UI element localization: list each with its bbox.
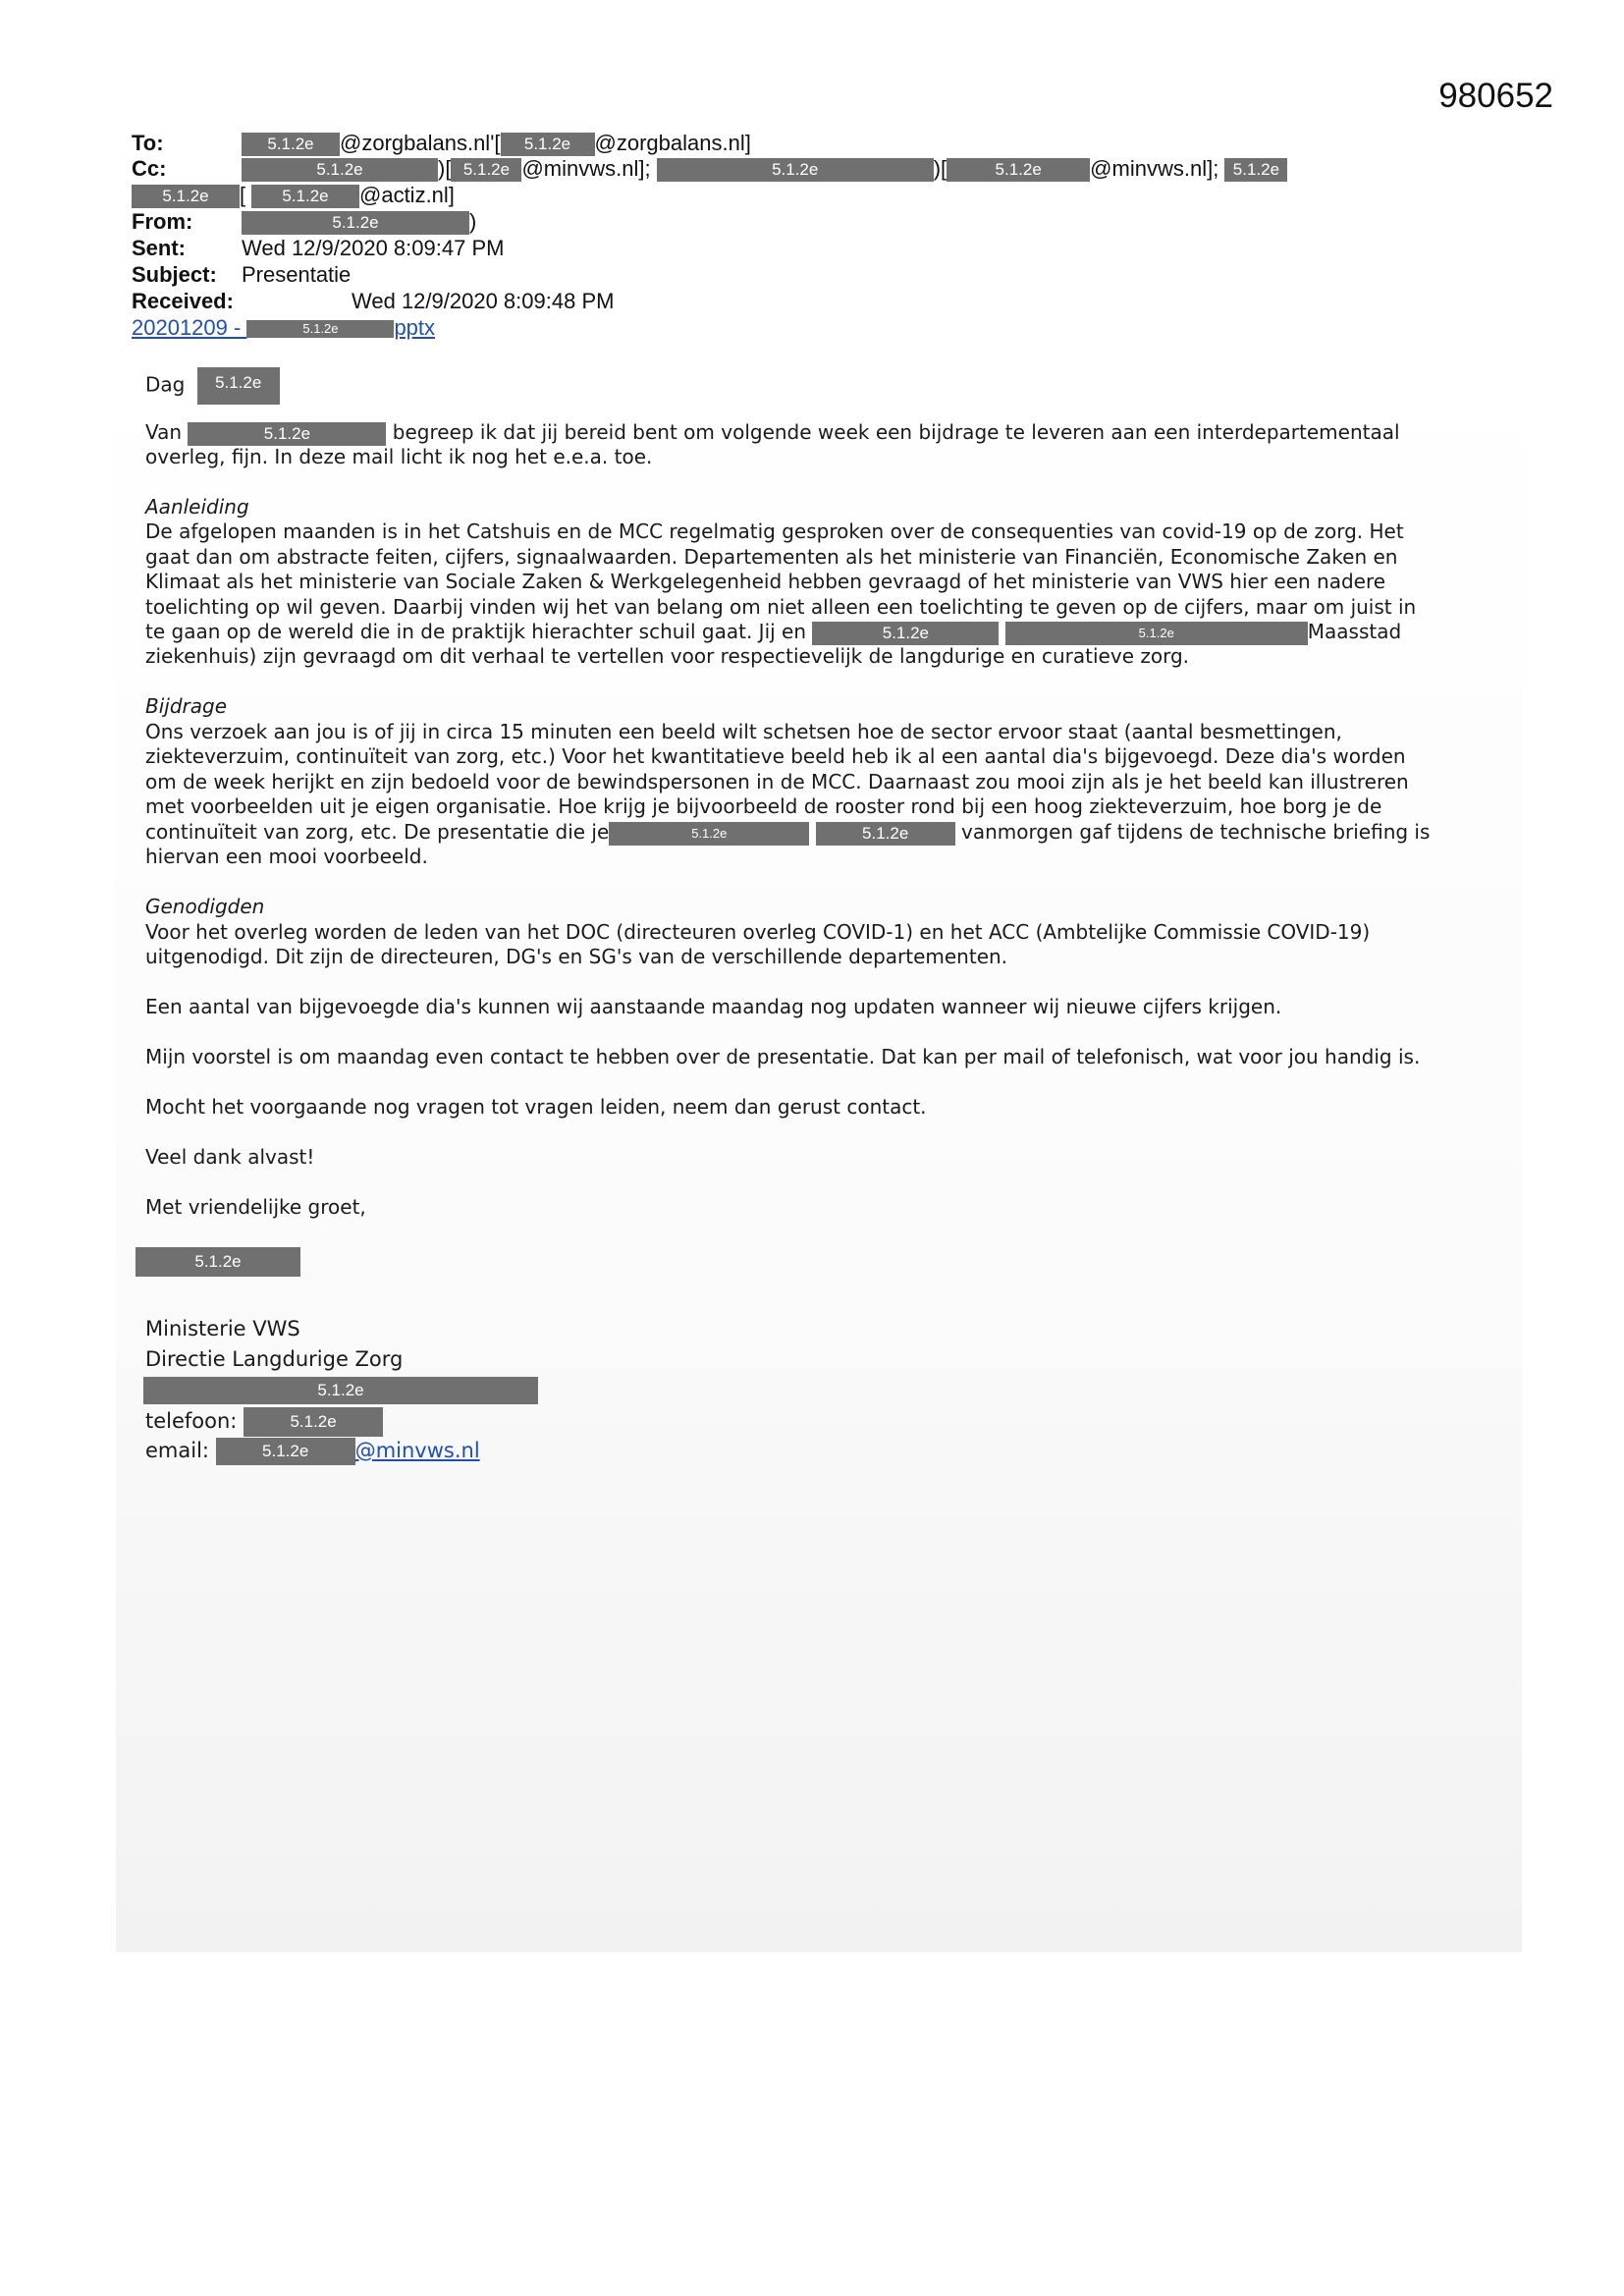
attachment-link[interactable] xyxy=(132,315,435,341)
sent-label: Sent: xyxy=(132,236,186,260)
subject-row xyxy=(132,262,351,288)
cc-domain-2: @minvws.nl]; xyxy=(1090,156,1219,181)
from-label: From: xyxy=(132,209,193,234)
redaction-box: 5.1.2e xyxy=(451,158,521,182)
intro-line-1 xyxy=(145,420,1400,446)
redaction-box: 5.1.2e xyxy=(242,158,438,182)
redaction-box: 5.1.2e xyxy=(132,185,240,208)
questions-paragraph: Mocht het voorgaande nog vragen tot vragen leiden, neem dan gerust contact. xyxy=(145,1095,927,1119)
cc-bracket: [ xyxy=(240,183,246,207)
proposal-paragraph: Mijn voorstel is om maandag even contact te hebben over de presentatie. Dat kan per mail of telefonisch, wat voor jou handig is. xyxy=(145,1045,1421,1068)
bijdrage-line: ziekteverzuim, continuïteit van zorg, etc.) Voor het kwantitatieve beeld heb ik al een aantal dia's bijgevoegd. Deze dia's worden xyxy=(145,744,1406,768)
aanleiding-line: De afgelopen maanden is in het Catshuis en de MCC regelmatig gesproken over de consequenties van covid-19 op de zorg. Het xyxy=(145,519,1404,543)
bijdrage-line: met voorbeelden uit je eigen organisatie. Hoe krijg je bijvoorbeeld de rooster rond bij een hoog ziekteverzuim, hoe borg je de xyxy=(145,794,1382,818)
genodigden-line: Voor het overleg worden de leden van het DOC (directeuren overleg COVID-1) en het ACC (Ambtelijke Commissie COVID-19) xyxy=(145,920,1371,944)
sent-row xyxy=(132,236,504,261)
bijdrage-text: continuïteit van zorg, etc. De presentatie die je xyxy=(145,820,610,844)
redaction-box: 5.1.2e xyxy=(657,158,934,182)
bijdrage-heading: Bijdrage xyxy=(145,694,228,718)
email-domain-link[interactable]: @minvws.nl xyxy=(354,1439,480,1462)
bijdrage-line xyxy=(145,820,1430,846)
to-row xyxy=(132,131,751,156)
to-label: To: xyxy=(132,131,164,155)
sent-value: Wed 12/9/2020 8:09:47 PM xyxy=(242,236,505,260)
cc-domain-3: @actiz.nl] xyxy=(359,183,455,207)
redaction-box: 5.1.2e xyxy=(135,1247,300,1277)
redaction-box: 5.1.2e xyxy=(143,1377,538,1404)
intro-text: Van xyxy=(145,420,183,444)
attachment-prefix: 20201209 - xyxy=(132,315,247,340)
aanleiding-line xyxy=(145,620,1401,645)
genodigden-line: uitgenodigd. Dit zijn de directeuren, DG's en SG's van de verschillende departementen. xyxy=(145,945,1008,968)
redaction-box: 5.1.2e xyxy=(816,822,955,846)
to-domain-2: @zorgbalans.nl] xyxy=(594,131,751,155)
aanleiding-line: gaat dan om abstracte feiten, cijfers, signaalwaarden. Departementen als het ministerie van Financiën, Economische Zaken en xyxy=(145,545,1398,569)
cc-label: Cc: xyxy=(132,156,167,181)
thanks-paragraph: Veel dank alvast! xyxy=(145,1145,315,1169)
subject-label: Subject: xyxy=(132,262,217,287)
redaction-box: 5.1.2e xyxy=(812,622,999,645)
closing-paragraph: Met vriendelijke groet, xyxy=(145,1195,366,1219)
from-row xyxy=(132,209,476,235)
bijdrage-line: hiervan een mooi voorbeeld. xyxy=(145,845,428,868)
from-close: ) xyxy=(469,209,477,234)
redaction-box: 5.1.2e xyxy=(242,211,469,235)
cc-domain: @minvws.nl]; xyxy=(521,156,651,181)
phone-label: telefoon: xyxy=(145,1409,238,1433)
aanleiding-line: toelichting op wil geven. Daarbij vinden wij het van belang om niet alleen een toelichting te geven op de cijfers, maar om juist in xyxy=(145,595,1417,619)
bijdrage-line: Ons verzoek aan jou is of jij in circa 15 minuten een beeld wilt schetsen hoe de sector ervoor staat (aantal besmettingen, xyxy=(145,720,1342,743)
aanleiding-line: Klimaat als het ministerie van Sociale Zaken & Werkgelegenheid hebben gevraagd of het ministerie van VWS hier een nadere xyxy=(145,570,1386,593)
bijdrage-line: om de week herijkt en zijn bedoeld voor de bewindspersonen in de MCC. Daarnaast zou mooi zijn als je het beeld kan illustreren xyxy=(145,770,1409,793)
aanleiding-line: ziekenhuis) zijn gevraagd om dit verhaal te vertellen voor respectievelijk de langdurige en curatieve zorg. xyxy=(145,644,1190,668)
redaction-box: 5.1.2e xyxy=(1224,158,1287,182)
cc-sep-2: )[ xyxy=(933,156,947,181)
to-domain: @zorgbalans.nl'[ xyxy=(340,131,501,155)
attachment-suffix: pptx xyxy=(394,315,436,340)
sender-name-redacted xyxy=(135,1247,300,1277)
redaction-box: 5.1.2e xyxy=(244,1407,383,1437)
cc-sep: )[ xyxy=(438,156,452,181)
genodigden-heading: Genodigden xyxy=(145,895,265,918)
intro-text: begreep ik dat jij bereid bent om volgende week een bijdrage te leveren aan een interdepartementaal xyxy=(392,420,1400,444)
redaction-box: 5.1.2e xyxy=(947,158,1090,182)
redaction-box: 5.1.2e xyxy=(242,133,340,156)
received-value: Wed 12/9/2020 8:09:48 PM xyxy=(352,289,615,313)
redaction-box: 5.1.2e xyxy=(188,422,386,446)
signature-email xyxy=(145,1438,480,1465)
aanleiding-text: Maasstad xyxy=(1307,620,1402,643)
aanleiding-text: te gaan op de wereld die in de praktijk hierachter schuil gaat. Jij en xyxy=(145,620,807,643)
cc-row xyxy=(132,156,1287,182)
bijdrage-text: vanmorgen gaf tijdens de technische briefing is xyxy=(961,820,1431,844)
redaction-box: 5.1.2e xyxy=(1005,622,1308,645)
redaction-box: 5.1.2e xyxy=(501,133,595,156)
signature-org: Ministerie VWS xyxy=(145,1317,300,1340)
update-paragraph: Een aantal van bijgevoegde dia's kunnen wij aanstaande maandag nog updaten wanneer wij nieuwe cijfers krijgen. xyxy=(145,995,1282,1018)
signature-dept: Directie Langdurige Zorg xyxy=(145,1347,404,1371)
aanleiding-heading: Aanleiding xyxy=(145,495,249,519)
redaction-box: 5.1.2e xyxy=(197,367,280,405)
greeting-line xyxy=(145,367,280,405)
redaction-box: 5.1.2e xyxy=(609,822,809,846)
intro-line-2: overleg, fijn. In deze mail licht ik nog het e.e.a. toe. xyxy=(145,445,653,468)
received-label: Received: xyxy=(132,289,234,313)
redaction-box: 5.1.2e xyxy=(251,185,359,208)
redaction-box: 5.1.2e xyxy=(216,1438,355,1465)
signature-role-redacted xyxy=(143,1377,538,1404)
redaction-box: 5.1.2e xyxy=(246,320,394,338)
document-number: 980652 xyxy=(1438,77,1553,115)
signature-phone xyxy=(145,1407,383,1437)
received-row xyxy=(132,289,614,314)
greeting: Dag xyxy=(145,372,186,397)
cc-row-2 xyxy=(132,183,455,208)
subject-value: Presentatie xyxy=(242,262,352,287)
email-label: email: xyxy=(145,1439,209,1462)
